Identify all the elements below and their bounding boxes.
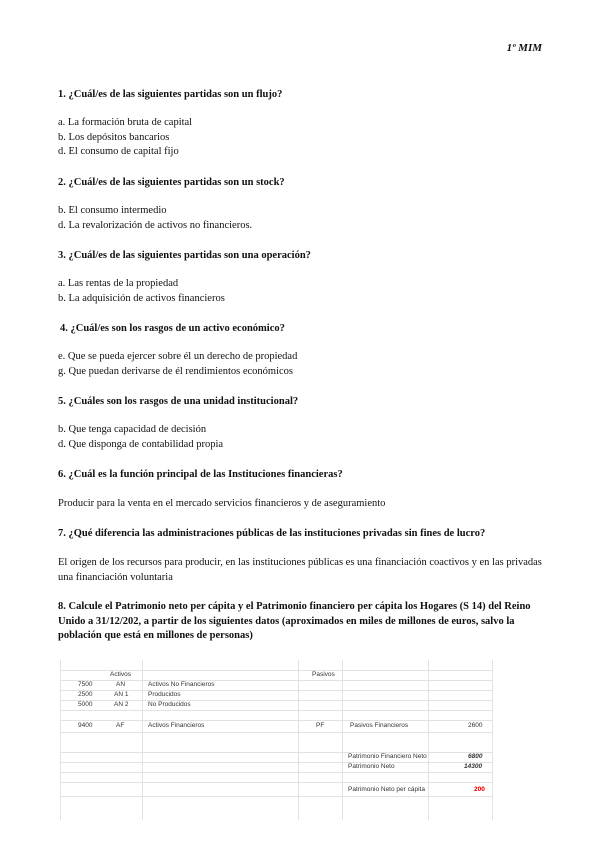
spreadsheet-excerpt [60, 660, 492, 820]
cell-label: Producidos [148, 691, 181, 698]
grid-line [60, 772, 492, 773]
pasivos-header: Pasivos [312, 671, 335, 678]
answer-item: El origen de los recursos para producir, en las instituciones públicas es una financiación coactivos y en las privadas una financiación voluntaria [58, 557, 542, 583]
question-7-title: 7. ¿Qué diferencia las administraciones públicas de las instituciones privadas sin fines de lucro? [58, 528, 486, 539]
answer-item: a. La formación bruta de capital [58, 117, 193, 128]
cell-value: 9400 [78, 722, 93, 729]
result-value: 6800 [468, 753, 483, 760]
cell-label: Activos Financieros [148, 722, 205, 729]
cell-code: AN 2 [114, 701, 129, 708]
cell-code: PF [316, 722, 325, 729]
question-8-title: 8. Calcule el Patrimonio neto per cápita y el Patrimonio financiero per cápita los Hogares (S 14) del Reino Unido a 31/12/202, a partir de los siguientes datos (aproximados en miles de millones de euros, salvo la población que está en millones de personas) [58, 601, 531, 641]
answer-item: e. Que se pueda ejercer sobre él un derecho de propiedad [58, 351, 298, 362]
answer-item: b. El consumo intermedio [58, 205, 167, 216]
question-3-answers [58, 277, 548, 306]
cell-label: No Producidos [148, 701, 191, 708]
answer-item: a. Las rentas de la propiedad [58, 278, 179, 289]
result-value: 200 [474, 786, 485, 793]
answer-item: g. Que puedan derivarse de él rendimientos económicos [58, 365, 294, 377]
question-7-answers [58, 556, 548, 585]
cell-value: 2500 [78, 691, 93, 698]
question-5-answers [58, 423, 548, 452]
grid-line [60, 732, 492, 733]
grid-line [60, 710, 492, 711]
result-label: Patrimonio Neto per cápita [348, 786, 425, 793]
question-6-answers [58, 497, 548, 512]
question-1-title: 1. ¿Cuál/es de las siguientes partidas son un flujo? [58, 89, 283, 100]
question-2-title: 2. ¿Cuál/es de las siguientes partidas son un stock? [58, 177, 285, 188]
question-5-title: 5. ¿Cuáles son los rasgos de una unidad institucional? [58, 396, 299, 407]
activos-header: Activos [110, 671, 131, 678]
answer-item: d. El consumo de capital fijo [58, 146, 179, 157]
answer-item: b. Que tenga capacidad de decisión [58, 424, 207, 435]
grid-line [60, 762, 492, 763]
cell-label: Activos No Financieros [148, 681, 215, 688]
grid-line [60, 720, 492, 721]
cell-value: 2600 [468, 722, 483, 729]
cell-code: AF [116, 722, 125, 729]
answer-item: b. Los depósitos bancarios [58, 131, 170, 143]
cell-label: Pasivos Financieros [350, 722, 409, 729]
grid-line [60, 752, 492, 753]
cell-value: 5000 [78, 701, 93, 708]
result-value: 14300 [464, 763, 483, 770]
question-3-title: 3. ¿Cuál/es de las siguientes partidas son una operación? [58, 250, 311, 261]
result-label: Patrimonio Financiero Neto [348, 753, 427, 760]
answer-item: b. La adquisición de activos financieros [58, 292, 225, 304]
answer-item: d. La revalorización de activos no financieros. [58, 219, 253, 231]
cell-code: AN 1 [114, 691, 129, 698]
cell-value: 7500 [78, 681, 93, 688]
answer-item: d. Que disponga de contabilidad propia [58, 438, 224, 450]
question-4-answers [58, 350, 548, 379]
question-4-title: 4. ¿Cuál/es son los rasgos de un activo económico? [60, 323, 285, 334]
answer-item: Producir para la venta en el mercado servicios financieros y de aseguramiento [58, 498, 386, 509]
grid-line [492, 660, 493, 820]
course-tag: 1º MIM [506, 42, 542, 54]
question-2-answers [58, 204, 548, 233]
grid-line [60, 782, 492, 783]
question-6-title: 6. ¿Cuál es la función principal de las Instituciones financieras? [58, 469, 343, 480]
grid-line [60, 796, 492, 797]
question-1-answers [58, 116, 548, 160]
cell-code: AN [116, 681, 126, 688]
result-label: Patrimonio Neto [348, 763, 395, 770]
